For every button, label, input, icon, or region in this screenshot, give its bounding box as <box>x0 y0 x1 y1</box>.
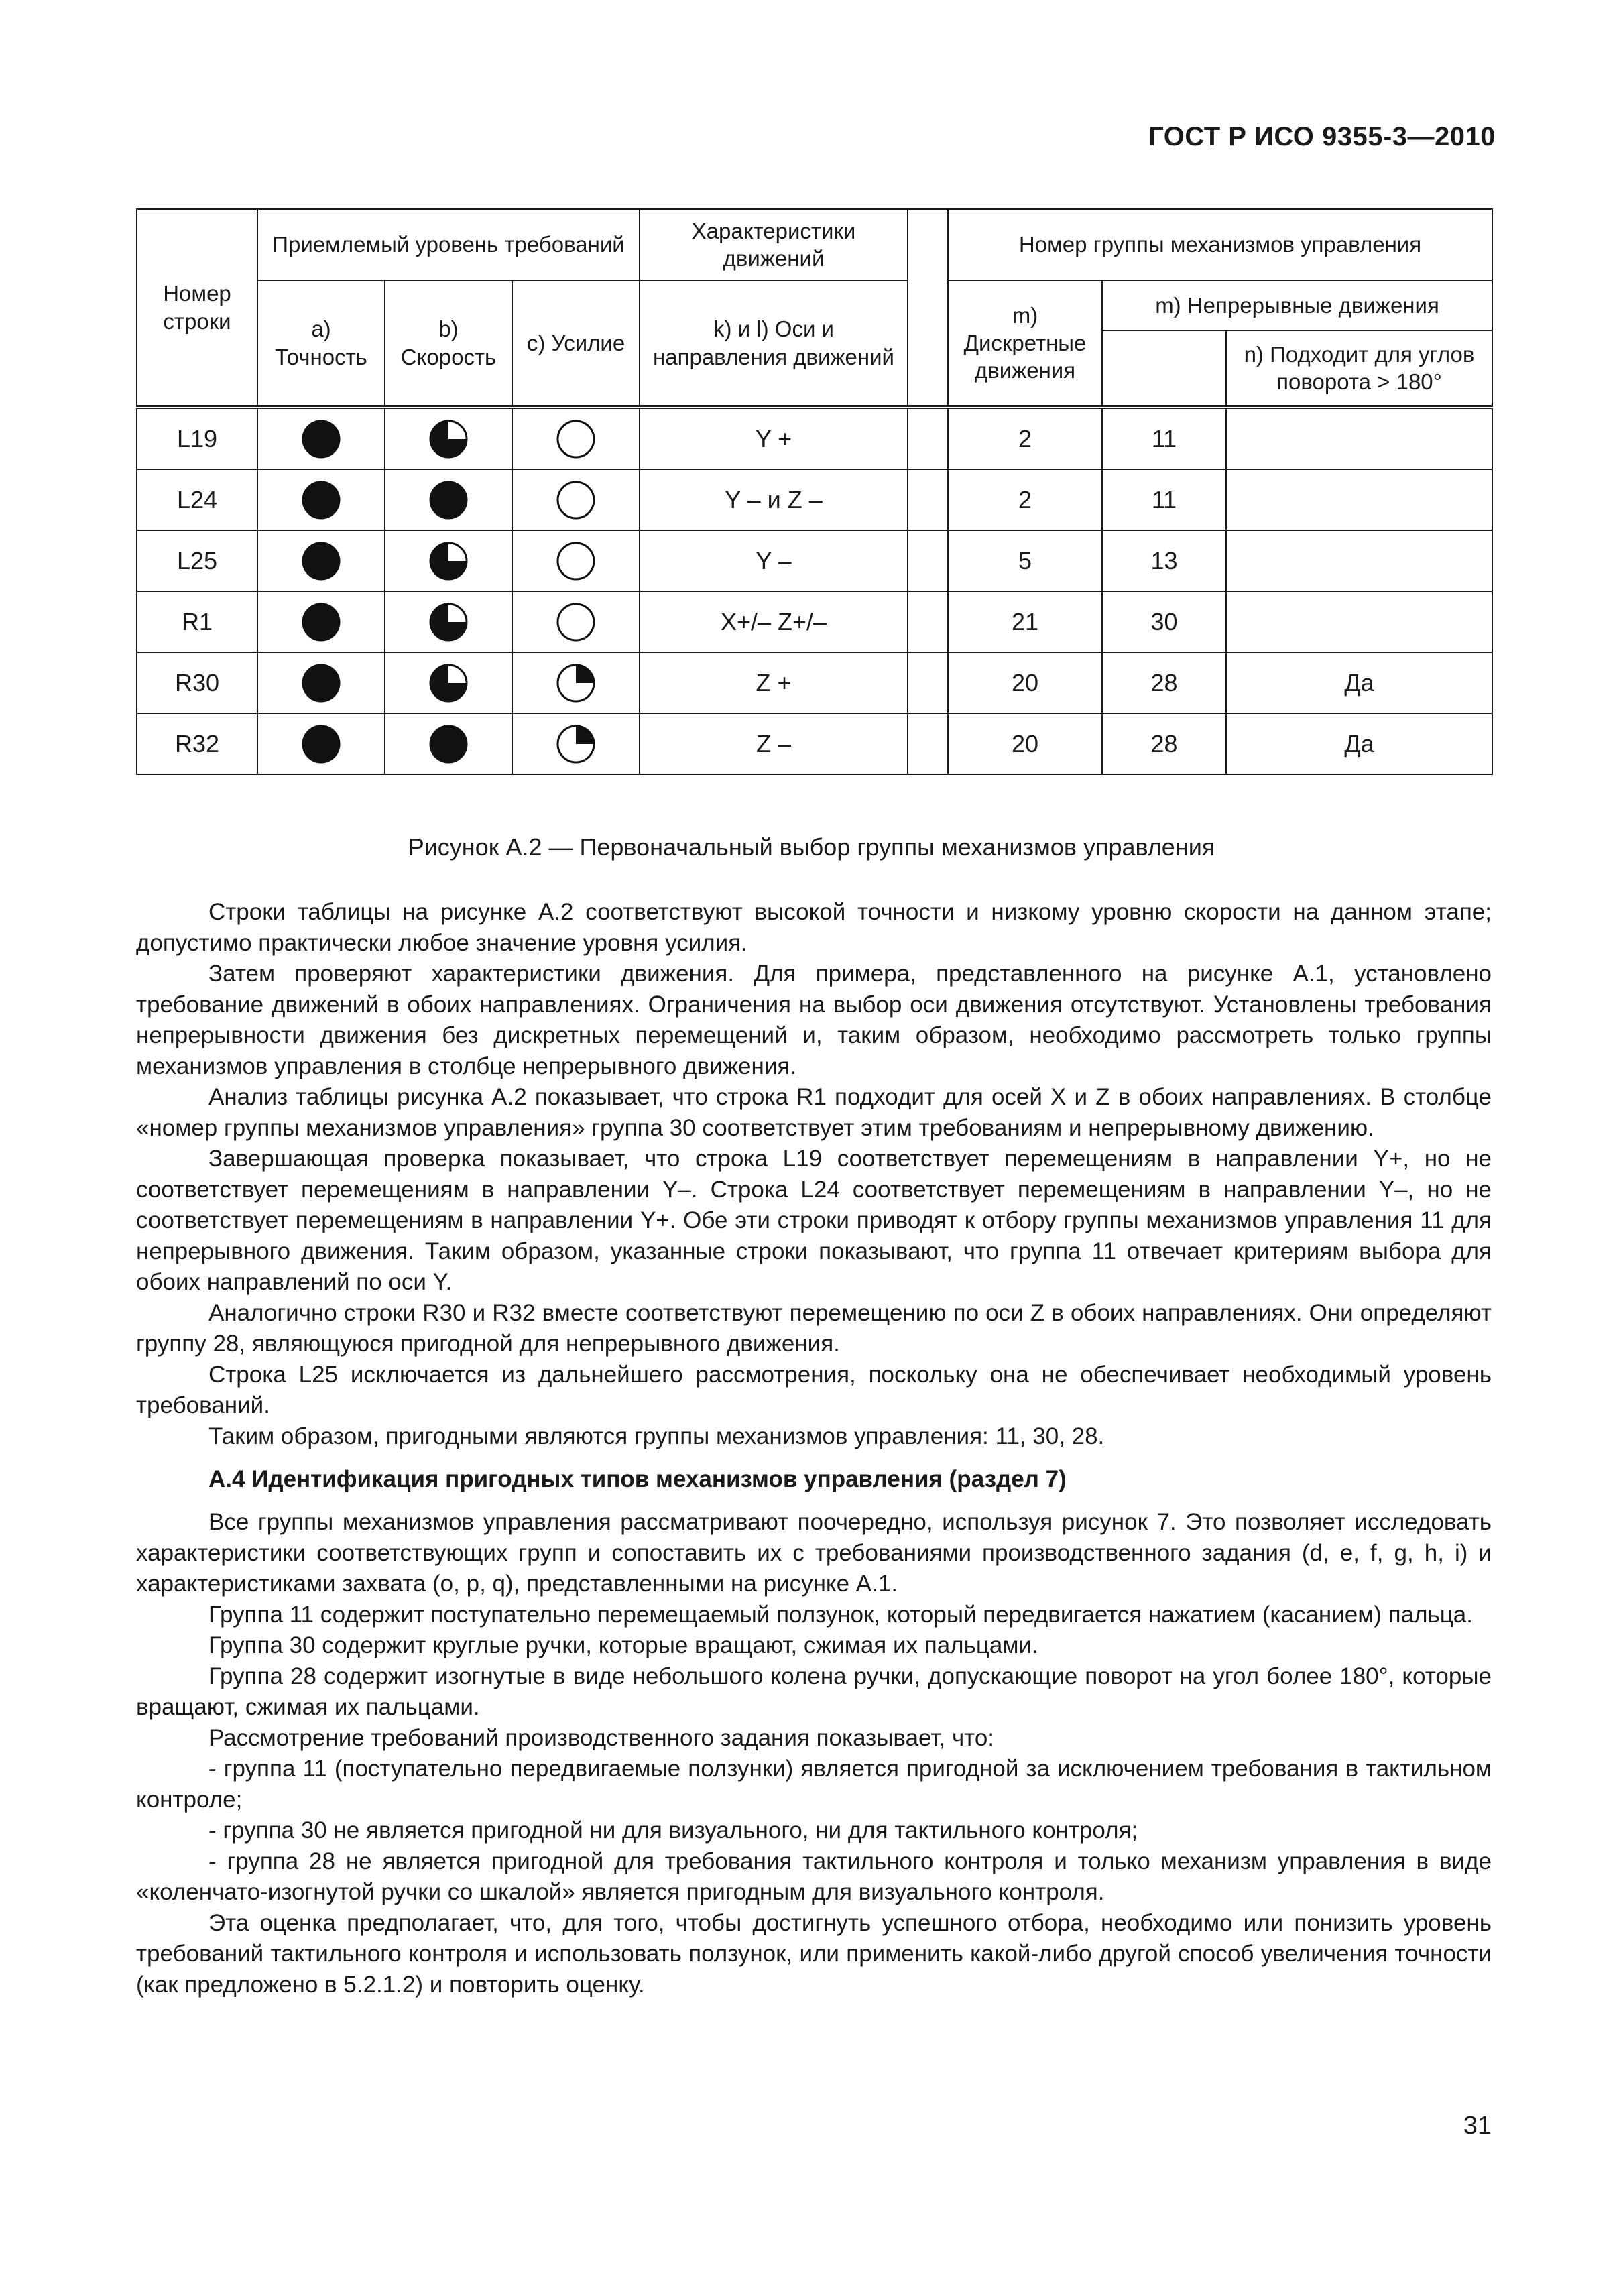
paragraph: - группа 28 не является пригодной для требования тактильного контроля и только механизм управления в виде «коленчато-изогнутой ручки со шкалой» является пригодным для визуального контроля. <box>136 1848 1492 1905</box>
continuous-cell: 30 <box>1102 591 1226 652</box>
full-circle-icon <box>302 603 341 642</box>
discrete-cell: 21 <box>948 591 1102 652</box>
header-acceptable-level: Приемлемый уровень требований <box>257 209 640 280</box>
speed-cell <box>385 469 512 530</box>
empty-circle-icon <box>556 481 595 520</box>
rotation-cell <box>1226 591 1492 652</box>
paragraph: Строки таблицы на рисунке А.2 соответствуют высокой точности и низкому уровню скорости на данном этапе; допустимо практически любое значение уровня усилия. <box>136 899 1492 956</box>
force-cell <box>512 652 640 713</box>
selection-table <box>136 208 1493 775</box>
paragraph: Таким образом, пригодными являются группы механизмов управления: 11, 30, 28. <box>208 1423 1105 1449</box>
full-circle-icon <box>429 481 468 520</box>
full-circle-icon <box>429 725 468 764</box>
paragraph: - группа 30 не является пригодной ни для визуального, ни для тактильного контроля; <box>208 1817 1138 1844</box>
header-force: c) Усилие <box>512 280 640 406</box>
quarter-circle-icon <box>556 664 595 703</box>
table-row <box>137 591 1492 652</box>
discrete-cell: 20 <box>948 652 1102 713</box>
three-quarter-circle-icon <box>429 664 468 703</box>
speed-cell <box>385 591 512 652</box>
paragraph: Анализ таблицы рисунка А.2 показывает, что строка R1 подходит для осей X и Z в обоих направлениях. В столбце «номер группы механизмов управления» группа 30 соответствует этим требованиям и непрерывному движению. <box>136 1084 1492 1141</box>
three-quarter-circle-icon <box>429 603 468 642</box>
paragraph: Эта оценка предполагает, что, для того, чтобы достигнуть успешного отбора, необходимо или понизить уровень требований тактильного контроля и использовать ползунок, или применить какой-либо другой способ увеличения точности (как предложено в 5.2.1.2) и повторить оценку. <box>136 1910 1492 1998</box>
continuous-cell: 11 <box>1102 408 1226 469</box>
header-discrete: m) Дискретные движения <box>948 280 1102 406</box>
row-label: L19 <box>137 408 257 469</box>
axes-cell: Y + <box>640 408 908 469</box>
row-label: R30 <box>137 652 257 713</box>
rotation-cell <box>1226 408 1492 469</box>
full-circle-icon <box>302 664 341 703</box>
empty-circle-icon <box>556 542 595 581</box>
paragraph: Затем проверяют характеристики движения. Для примера, представленного на рисунке А.1, установлено требование движений в обоих направлениях. Ограничения на выбор оси движения отсутствуют. Установлены требования непрерывности движения без дискретных перемещений и, таким образом, необходимо рассмотреть только группы механизмов управления в столбце непрерывного движения. <box>136 961 1492 1079</box>
continuous-cell: 13 <box>1102 530 1226 591</box>
full-circle-icon <box>302 481 341 520</box>
row-label: R32 <box>137 713 257 774</box>
spacer-cell <box>908 652 948 713</box>
discrete-cell: 5 <box>948 530 1102 591</box>
accuracy-cell <box>257 652 385 713</box>
empty-circle-icon <box>556 420 595 459</box>
page-number: 31 <box>1463 2112 1492 2140</box>
paragraph: Завершающая проверка показывает, что строка L19 соответствует перемещениям в направлении Y+, но не соответствует перемещениям в направлении Y–. Строка L24 соответствует перемещениям в направлении Y–, но не соответствует перемещениям в направлении Y+. Обе эти строки приводят к отбору группы механизмов управления 11 для непрерывного движения. Таким образом, указанные строки показывают, что группа 11 отвечает критериям выбора для обоих направлений по оси Y. <box>136 1146 1492 1295</box>
header-accuracy: a) Точность <box>257 280 385 406</box>
force-cell <box>512 713 640 774</box>
paragraph: Рассмотрение требований производственного задания показывает, что: <box>208 1725 995 1751</box>
table-row <box>137 713 1492 774</box>
paragraph: Группа 11 содержит поступательно перемещаемый ползунок, который передвигается нажатием (касанием) пальца. <box>208 1602 1473 1628</box>
rotation-cell <box>1226 469 1492 530</box>
force-cell <box>512 408 640 469</box>
row-label: L24 <box>137 469 257 530</box>
header-continuous: m) Непрерывные движения <box>1102 280 1492 330</box>
rotation-cell: Да <box>1226 652 1492 713</box>
accuracy-cell <box>257 408 385 469</box>
axes-cell: X+/– Z+/– <box>640 591 908 652</box>
header-rotation: n) Подходит для углов поворота > 180° <box>1226 330 1492 406</box>
spacer-cell <box>908 530 948 591</box>
continuous-cell: 28 <box>1102 652 1226 713</box>
header-row-number: Номер строки <box>137 209 257 406</box>
axes-cell: Z – <box>640 713 908 774</box>
table-row <box>137 408 1492 469</box>
figure-caption: Рисунок А.2 — Первоначальный выбор группы механизмов управления <box>408 833 1215 861</box>
axes-cell: Z + <box>640 652 908 713</box>
force-cell <box>512 469 640 530</box>
full-circle-icon <box>302 725 341 764</box>
accuracy-cell <box>257 530 385 591</box>
body-text <box>136 897 1492 2000</box>
spacer-cell <box>908 469 948 530</box>
quarter-circle-icon <box>556 725 595 764</box>
full-circle-icon <box>302 542 341 581</box>
paragraph: Группа 30 содержит круглые ручки, которые вращают, сжимая их пальцами. <box>208 1632 1038 1658</box>
accuracy-cell <box>257 469 385 530</box>
continuous-cell: 28 <box>1102 713 1226 774</box>
spacer-cell <box>908 591 948 652</box>
accuracy-cell <box>257 591 385 652</box>
table-row <box>137 469 1492 530</box>
paragraph: Все группы механизмов управления рассматривают поочередно, используя рисунок 7. Это позволяет исследовать характеристики соответствующих групп и сопоставить их с требованиями производственного задания (d, e, f, g, h, i) и характеристиками захвата (o, p, q), представленными на рисунке А.1. <box>136 1509 1492 1597</box>
axes-cell: Y – <box>640 530 908 591</box>
header-motion-characteristics: Характеристики движений <box>640 209 908 280</box>
table-row <box>137 652 1492 713</box>
speed-cell <box>385 530 512 591</box>
header-axes: k) и l) Оси и направления движений <box>640 280 908 406</box>
paragraph: Строка L25 исключается из дальнейшего рассмотрения, поскольку она не обеспечивает необходимый уровень требований. <box>136 1362 1492 1418</box>
three-quarter-circle-icon <box>429 542 468 581</box>
force-cell <box>512 591 640 652</box>
document-header: ГОСТ Р ИСО 9355-3—2010 <box>1148 122 1496 152</box>
rotation-cell <box>1226 530 1492 591</box>
discrete-cell: 2 <box>948 469 1102 530</box>
row-label: R1 <box>137 591 257 652</box>
axes-cell: Y – и Z – <box>640 469 908 530</box>
accuracy-cell <box>257 713 385 774</box>
three-quarter-circle-icon <box>429 420 468 459</box>
spacer-cell <box>908 408 948 469</box>
header-spacer <box>908 209 948 406</box>
discrete-cell: 20 <box>948 713 1102 774</box>
speed-cell <box>385 408 512 469</box>
force-cell <box>512 530 640 591</box>
header-continuous-blank <box>1102 330 1226 406</box>
header-control-group: Номер группы механизмов управления <box>948 209 1492 280</box>
spacer-cell <box>908 713 948 774</box>
continuous-cell: 11 <box>1102 469 1226 530</box>
speed-cell <box>385 713 512 774</box>
section-heading: А.4 Идентификация пригодных типов механизмов управления (раздел 7) <box>208 1466 1067 1492</box>
header-speed: b) Скорость <box>385 280 512 406</box>
paragraph: - группа 11 (поступательно передвигаемые ползунки) является пригодной за исключением требования в тактильном контроле; <box>136 1756 1492 1813</box>
speed-cell <box>385 652 512 713</box>
discrete-cell: 2 <box>948 408 1102 469</box>
empty-circle-icon <box>556 603 595 642</box>
row-label: L25 <box>137 530 257 591</box>
full-circle-icon <box>302 420 341 459</box>
rotation-cell: Да <box>1226 713 1492 774</box>
paragraph: Группа 28 содержит изогнутые в виде небольшого колена ручки, допускающие поворот на угол более 180°, которые вращают, сжимая их пальцами. <box>136 1663 1492 1720</box>
paragraph: Аналогично строки R30 и R32 вместе соответствуют перемещению по оси Z в обоих направлениях. Они определяют группу 28, являющуюся пригодной для непрерывного движения. <box>136 1300 1492 1357</box>
table-row <box>137 530 1492 591</box>
